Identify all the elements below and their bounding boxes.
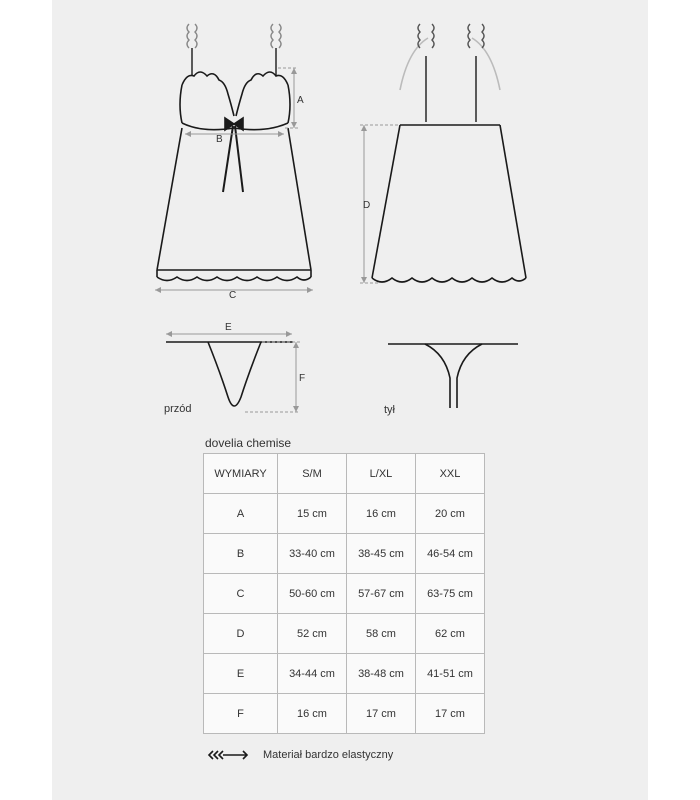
header-cell: XXL <box>416 454 485 494</box>
measurement-lines <box>155 68 400 412</box>
dimension-label-f: F <box>299 373 306 384</box>
table-cell: 17 cm <box>347 694 416 734</box>
table-cell: E <box>204 654 278 694</box>
table-cell: 62 cm <box>416 614 485 654</box>
table-row <box>204 654 485 694</box>
table-row <box>204 614 485 654</box>
table-cell: 46-54 cm <box>416 534 485 574</box>
legend-text: Materiał bardzo elastyczny <box>263 749 394 761</box>
table-cell: 16 cm <box>278 694 347 734</box>
legend <box>205 748 393 762</box>
table-cell: 41-51 cm <box>416 654 485 694</box>
front-thong-drawing <box>166 342 293 406</box>
dimension-label-b: B <box>216 134 223 145</box>
table-cell: 38-48 cm <box>347 654 416 694</box>
table-cell: A <box>204 494 278 534</box>
dimension-label-d: D <box>363 200 371 211</box>
table-cell: F <box>204 694 278 734</box>
back-chemise-drawing <box>372 24 526 282</box>
measurement-arrowheads <box>155 68 367 412</box>
table-row <box>204 534 485 574</box>
table-cell: 63-75 cm <box>416 574 485 614</box>
dimension-label-a: A <box>297 95 304 106</box>
table-cell: C <box>204 574 278 614</box>
back-view-label: tył <box>384 404 395 416</box>
table-cell: 15 cm <box>278 494 347 534</box>
table-row <box>204 694 485 734</box>
table-cell: 52 cm <box>278 614 347 654</box>
size-table <box>203 453 485 734</box>
table-cell: 58 cm <box>347 614 416 654</box>
table-cell: D <box>204 614 278 654</box>
table-cell: 57-67 cm <box>347 574 416 614</box>
table-cell: 50-60 cm <box>278 574 347 614</box>
table-cell: 33-40 cm <box>278 534 347 574</box>
header-cell: S/M <box>278 454 347 494</box>
dimension-label-e: E <box>225 322 232 333</box>
table-header-row <box>204 454 485 494</box>
table-cell: B <box>204 534 278 574</box>
header-cell: L/XL <box>347 454 416 494</box>
table-cell: 17 cm <box>416 694 485 734</box>
header-cell: WYMIARY <box>204 454 278 494</box>
front-view-label: przód <box>164 403 192 415</box>
table-cell: 34-44 cm <box>278 654 347 694</box>
table-row <box>204 494 485 534</box>
table-title: dovelia chemise <box>205 436 292 450</box>
table-cell: 38-45 cm <box>347 534 416 574</box>
back-thong-drawing <box>388 344 518 408</box>
table-cell: 16 cm <box>347 494 416 534</box>
table-cell: 20 cm <box>416 494 485 534</box>
dimension-label-c: C <box>229 290 237 301</box>
elastic-arrow-icon <box>205 749 253 761</box>
table-row <box>204 574 485 614</box>
front-chemise-drawing <box>157 24 311 281</box>
